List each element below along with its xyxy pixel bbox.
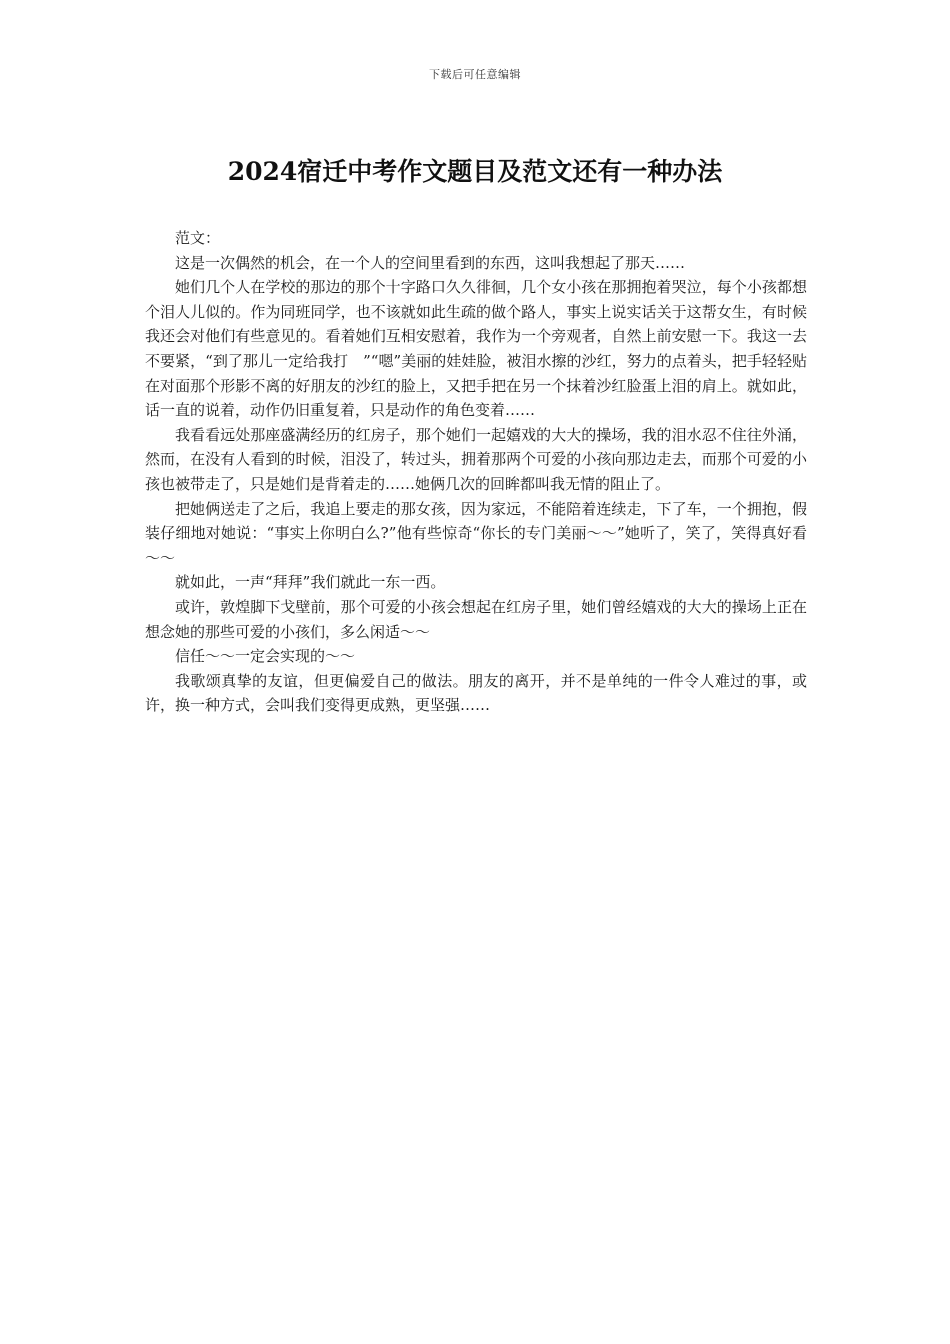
paragraph: 把她俩送走了之后，我追上要走的那女孩，因为家远，不能陪着连续走，下了车，一个拥抱，假装仔细地对她说：“事实上你明白么?”他有些惊奇“你长的专门美丽～～”她听了，笑了，笑得真好看～～ (145, 499, 807, 567)
paragraph: 就如此，一声“拜拜”我们就此一东一西。 (175, 573, 446, 592)
page-title: 2024宿迁中考作文题目及范文还有一种办法 (227, 157, 723, 186)
article-body (145, 226, 807, 718)
header-note: 下载后可任意编辑 (429, 68, 521, 81)
paragraph: 我歌颂真挚的友谊，但更偏爱自己的做法。朋友的离开，并不是单纯的一件令人难过的事，或许，换一种方式，会叫我们变得更成熟，更坚强…… (145, 671, 807, 715)
paragraph-label: 范文： (175, 229, 221, 247)
paragraph: 或许，敦煌脚下戈壁前，那个可爱的小孩会想起在红房子里，她们曾经嬉戏的大大的操场上正在想念她的那些可爱的小孩们，多么闲适～～ (145, 597, 807, 641)
paragraph: 这是一次偶然的机会，在一个人的空间里看到的东西，这叫我想起了那天…… (175, 253, 686, 272)
paragraph: 信任～～一定会实现的～～ (175, 647, 356, 666)
paragraph: 她们几个人在学校的那边的那个十字路口久久徘徊，几个女小孩在那拥抱着哭泣，每个小孩都想个泪人儿似的。作为同班同学，也不该就如此生疏的做个路人，事实上说实话关于这帮女生，有时候我还会对他们有些意见的。看着她们互相安慰着，我作为一个旁观者，自然上前安慰一下。我这一去不要紧，“到了那儿一定给我打 ”“嗯”美丽的娃娃脸，被泪水擦的沙红，努力的点着头，把手轻轻贴在对面那个形影不离的好朋友的沙红的脸上，又把手把在另一个抹着沙红脸蛋上泪的肩上。就如此，话一直的说着，动作仍旧重复着，只是动作的角色变着…… (145, 278, 807, 420)
paragraph: 我看看远处那座盛满经历的红房子，那个她们一起嬉戏的大大的操场，我的泪水忍不住往外涌，然而，在没有人看到的时候，泪没了，转过头，拥着那两个可爱的小孩向那边走去，而那个可爱的小孩也被带走了，只是她们是背着走的……她俩几次的回眸都叫我无情的阻止了。 (145, 425, 807, 493)
